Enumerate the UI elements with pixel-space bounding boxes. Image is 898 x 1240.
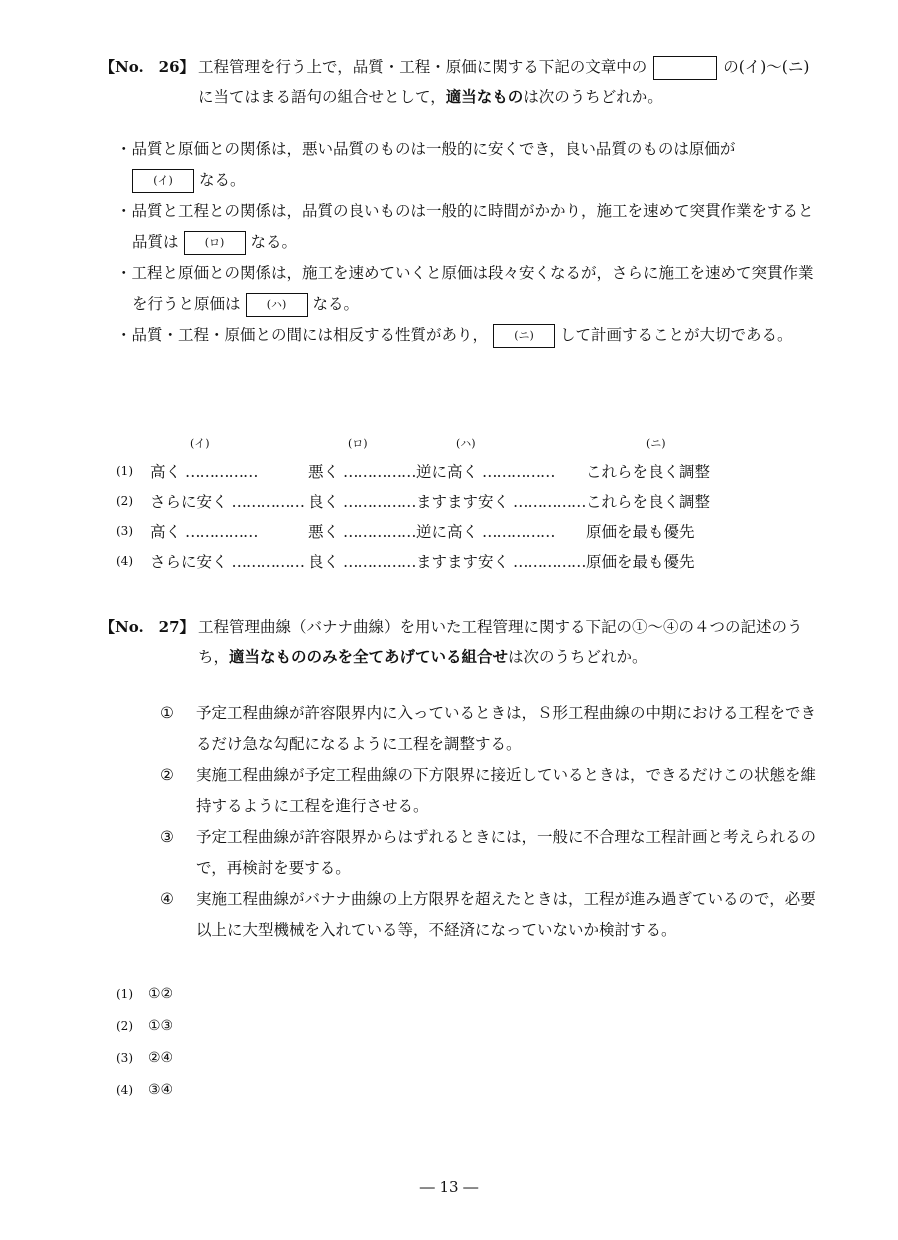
statement-text: なる。: [312, 295, 360, 313]
stem-emphasis: 適当なもの: [445, 87, 524, 106]
stem-part: に当てはまる語句の組合せとして，: [198, 88, 446, 106]
blank-label: (イ): [132, 169, 194, 193]
option-cell: さらに安く ……………: [150, 486, 308, 516]
option-number: (2): [116, 494, 133, 508]
option-cell: 良く ……………: [308, 546, 416, 576]
statement-item: [116, 196, 820, 258]
option-cell: 良く ……………: [308, 486, 416, 516]
option-cell: ますます安く ……………: [416, 546, 586, 576]
header-ro: (ロ): [348, 437, 368, 450]
answer-text: ①②: [148, 986, 174, 1002]
option-cell: さらに安く ……………: [150, 546, 308, 576]
question-27: [100, 612, 820, 1108]
option-cell: これらを良く調整: [586, 463, 711, 481]
statement-text: なる。: [250, 233, 298, 251]
option-cell: 逆に高く ……………: [416, 516, 586, 546]
statement-text: ・品質・工程・原価との間には相反する性質があり，: [116, 326, 489, 344]
answer-text: ②④: [148, 1050, 174, 1066]
question-26: [100, 52, 820, 351]
answer-option[interactable]: [116, 1044, 820, 1072]
stem-part: の(イ)～(ニ): [723, 58, 810, 76]
option-cell: 原価を最も優先: [586, 523, 695, 541]
statement-text: 実施工程曲線が予定工程曲線の下方限界に接近しているときは，できるだけこの状態を維持するように工程を進行させる。: [196, 766, 817, 815]
question-number: 【No. 26】: [100, 58, 195, 76]
answer-number: (2): [116, 1019, 133, 1033]
statement-text: 予定工程曲線が許容限界からはずれるときには，一般に不合理な工程計画と考えられるので，再検討を要する。: [196, 828, 817, 877]
statement-item: [160, 760, 820, 822]
option-number: (4): [116, 554, 133, 568]
option-row[interactable]: [116, 456, 746, 486]
stem-emphasis: 適当なもののみを全てあげている組合せ: [229, 647, 509, 666]
options-table: [116, 430, 746, 576]
option-cell: 悪く ……………: [308, 516, 416, 546]
option-number: (1): [116, 464, 133, 478]
answer-text: ③④: [148, 1082, 174, 1098]
page-number: ― 13 ―: [419, 1178, 479, 1196]
header-ha: (ハ): [456, 437, 476, 450]
option-row[interactable]: [116, 546, 746, 576]
statement-text: ・工程と原価との関係は，施工を速めていくと原価は段々安くなるが，さらに施工を速めて突貫作業を行うと原価は: [116, 264, 814, 313]
statement-text: ・品質と原価との関係は，悪い品質のものは一般的に安くでき，良い品質のものは原価が: [116, 140, 736, 158]
answer-option[interactable]: [116, 980, 820, 1008]
options-header-row: [116, 430, 746, 456]
answer-option[interactable]: [116, 1012, 820, 1040]
statement-mark: ③: [160, 828, 174, 846]
blank-label: (ニ): [493, 324, 555, 348]
stem-part: は次のうちどれか。: [523, 88, 663, 106]
statement-item: [116, 320, 820, 351]
option-cell: ますます安く ……………: [416, 486, 586, 516]
question-26-options: [100, 430, 820, 576]
statement-text: 実施工程曲線がバナナ曲線の上方限界を超えたときは，工程が進み過ぎているので，必要以上に大型機械を入れている等，不経済になっていないか検討する。: [196, 890, 816, 939]
question-stem: [198, 52, 820, 112]
stem-part: 工程管理曲線（バナナ曲線）を用いた工程管理に関する下記の①～④の４つの記述のうち，: [198, 618, 803, 666]
option-cell: 悪く ……………: [308, 456, 416, 486]
option-number: (3): [116, 524, 133, 538]
statement-text: なる。: [199, 171, 246, 189]
statement-item: [160, 884, 820, 946]
statement-item: [160, 822, 820, 884]
option-cell: これらを良く調整: [586, 493, 711, 511]
header-i: (イ): [190, 437, 210, 450]
answer-number: (4): [116, 1083, 133, 1097]
answer-option[interactable]: [116, 1076, 820, 1104]
statement-item: [160, 698, 820, 760]
statement-mark: ①: [160, 704, 174, 722]
statement-item: [116, 258, 820, 320]
statement-mark: ④: [160, 890, 174, 908]
statement-list: [100, 134, 820, 351]
statement-text: して計画することが大切である。: [560, 326, 793, 344]
question-number: 【No. 27】: [100, 618, 195, 636]
statement-text: 予定工程曲線が許容限界内に入っているときは，Ｓ形工程曲線の中期における工程をできるだけ急な勾配になるように工程を調整する。: [196, 704, 817, 753]
blank-label: (ハ): [246, 293, 308, 317]
answer-options: [100, 980, 820, 1104]
statement-mark: ②: [160, 766, 174, 784]
option-cell: 高く ……………: [150, 516, 308, 546]
answer-number: (3): [116, 1051, 133, 1065]
statement-item: [116, 134, 820, 196]
blank-label: (ロ): [184, 231, 246, 255]
header-ni: (ニ): [646, 437, 666, 450]
option-row[interactable]: [116, 486, 746, 516]
answer-text: ①③: [148, 1018, 174, 1034]
stem-part: 工程管理を行う上で，品質・工程・原価に関する下記の文章中の: [198, 58, 648, 76]
option-row[interactable]: [116, 516, 746, 546]
header-spacer: [116, 430, 150, 456]
statement-list: [100, 698, 820, 946]
option-cell: 高く ……………: [150, 456, 308, 486]
question-stem: [198, 612, 820, 672]
statement-text: ・品質と工程との関係は，品質の良いものは一般的に時間がかかり，施工を速めて突貫作業をすると品質は: [116, 202, 814, 251]
blank-box: [653, 56, 717, 80]
answer-number: (1): [116, 987, 133, 1001]
option-cell: 原価を最も優先: [586, 553, 695, 571]
option-cell: 逆に高く ……………: [416, 456, 586, 486]
stem-part: は次のうちどれか。: [508, 648, 648, 666]
